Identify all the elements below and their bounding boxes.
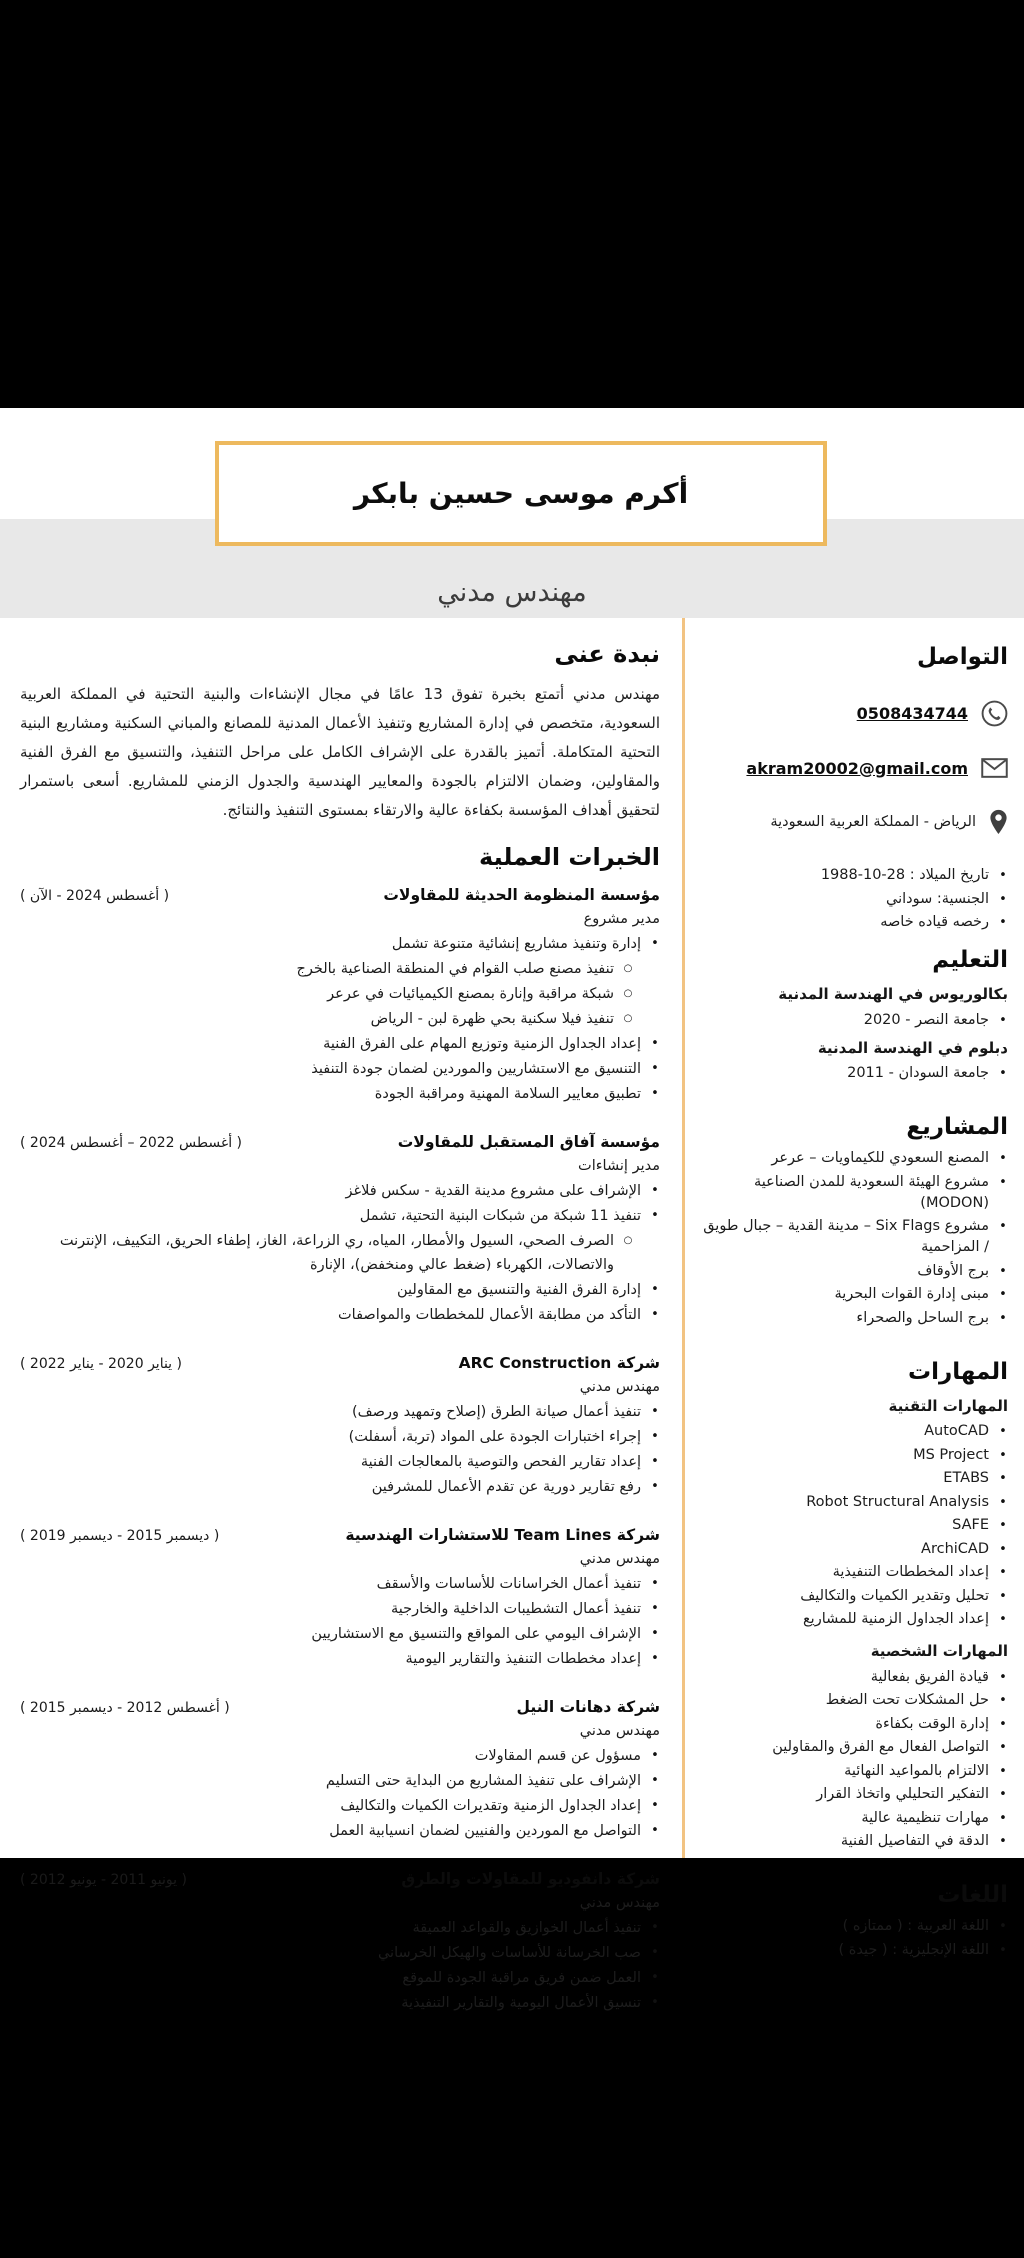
job-role: مهندس مدني: [579, 1379, 660, 1395]
bullet-icon: •: [999, 1494, 1007, 1510]
bullet-icon: •: [999, 1263, 1007, 1279]
bullet-icon: •: [999, 1716, 1007, 1732]
list-item-text: ArchiCAD: [921, 1540, 989, 1557]
list-item-text: المصنع السعودي للكيماويات – عرعر: [771, 1150, 989, 1166]
bullet-icon: •: [999, 1740, 1007, 1755]
list-item-text: حل المشكلات تحت الضغط: [825, 1692, 989, 1708]
job-header: [20, 883, 660, 907]
bullet-icon: •: [999, 1287, 1007, 1302]
list-item: [703, 1468, 1008, 1489]
bullet-icon: •: [651, 1036, 659, 1051]
bullet-icon: •: [651, 1773, 659, 1788]
list-item-text: اللغة العربية : ( ممتازه ): [842, 1918, 989, 1934]
experience-entry: [20, 1523, 660, 1671]
list-item-text: الجنسية: سوداني: [885, 890, 989, 907]
bullet-icon: •: [999, 891, 1007, 907]
company-name: مؤسسة آفاق المستقبل للمقاولات: [397, 1133, 660, 1151]
duty-text: تنفيذ أعمال الخراسانات للأساسات والأسقف: [376, 1576, 641, 1592]
main-column: [0, 618, 682, 2011]
job-duties: [20, 1916, 660, 2015]
email-row: [703, 757, 1008, 779]
sidebar: [682, 618, 1024, 1958]
duty-item: [20, 1966, 660, 1990]
bullet-icon: •: [651, 1601, 659, 1616]
job-duties: [20, 1744, 660, 1843]
duty-item: [20, 1278, 660, 1302]
bullet-icon: •: [651, 1920, 659, 1935]
technical-skills-heading: المهارات التقنية: [888, 1396, 1008, 1415]
duty-text: تنفيذ 11 شبكة من شبكات البنية التحتية، تشمل: [359, 1208, 641, 1224]
list-item-text: SAFE: [952, 1517, 989, 1533]
duty-text: العمل ضمن فريق مراقبة الجودة للموقع: [402, 1970, 641, 1986]
duty-text: التواصل مع الموردين والفنيين لضمان انسيابية العمل: [329, 1823, 641, 1839]
bullet-icon: •: [999, 1151, 1007, 1166]
list-item-text: اللغة الإنجليزية : ( جيدة ): [838, 1941, 989, 1958]
bullet-icon: •: [651, 1626, 659, 1641]
school-row: [703, 1010, 1008, 1031]
duty-item: [20, 1007, 660, 1031]
list-item-text: برج الساحل والصحراء: [856, 1309, 989, 1326]
experience-entry: [20, 1351, 660, 1499]
date-range: ( يناير 2020 - يناير 2022 ): [20, 1356, 182, 1372]
list-item: [703, 1667, 1008, 1688]
list-item: [703, 1916, 1008, 1937]
email-link[interactable]: akram20002@gmail.com: [746, 758, 968, 778]
job-header: [20, 1523, 660, 1547]
duty-text: مسؤول عن قسم المقاولات: [474, 1748, 641, 1764]
job-role: مدير إنشاءات: [578, 1158, 660, 1174]
duty-item: [20, 1082, 660, 1106]
skills-heading: المهارات: [908, 1358, 1008, 1385]
degree-title: بكالوريوس في الهندسة المدنية: [778, 985, 1008, 1003]
list-item-text: الالتزام بالمواعيد النهائية: [844, 1762, 989, 1779]
job-duties: [20, 1572, 660, 1671]
duty-text: إعداد تقارير الفحص والتوصية بالمعالجات الفنية: [360, 1454, 641, 1470]
list-item-text: قيادة الفريق بفعالية: [870, 1668, 989, 1685]
list-item-text: AutoCAD: [924, 1423, 989, 1439]
bullet-icon: •: [999, 1612, 1007, 1627]
date-range: ( ديسمبر 2015 - ديسمبر 2019 ): [20, 1528, 220, 1544]
duty-item: [20, 1450, 660, 1474]
school-name: جامعة السودان - 2011: [847, 1065, 989, 1081]
date-range: ( أغسطس 2012 - ديسمبر 2015 ): [20, 1700, 230, 1716]
list-item: [703, 1284, 1008, 1305]
bullet-icon: •: [651, 1970, 659, 1985]
job-duties: [20, 1400, 660, 1499]
duty-text: الصرف الصحي، السيول والأمطار، المياه، ري الزراعة، الغاز، إطفاء الحريق، التكييف، الإنترنت والاتصالات، الكهرباء (ضغط عالي ومنخفض)، الإنارة: [59, 1233, 614, 1273]
contact-heading: التواصل: [917, 644, 1008, 670]
languages-heading: اللغات: [937, 1882, 1008, 1908]
duty-item: [20, 1229, 660, 1277]
list-item-text: إدارة الوقت بكفاءة: [875, 1715, 989, 1732]
bullet-icon: ○: [623, 1235, 633, 1246]
location-text: الرياض - المملكة العربية السعودية: [770, 814, 976, 830]
experience-entry: [20, 1695, 660, 1843]
bullet-icon: ○: [623, 1013, 633, 1024]
list-item: [703, 1761, 1008, 1782]
duty-item: [20, 1744, 660, 1768]
list-item-text: التواصل الفعال مع الفرق والمقاولين: [772, 1739, 989, 1755]
experience-entry: [20, 1867, 660, 2015]
job-header: [20, 1351, 660, 1375]
bullet-icon: •: [651, 1798, 659, 1813]
list-item: [703, 1808, 1008, 1829]
duty-item: [20, 957, 660, 981]
bullet-icon: •: [651, 1945, 659, 1960]
date-range: ( يونيو 2011 - يونيو 2012 ): [20, 1872, 187, 1888]
list-item: [703, 1261, 1008, 1282]
list-item: [703, 1562, 1008, 1583]
bullet-icon: •: [999, 1541, 1007, 1557]
duty-item: [20, 1941, 660, 1965]
map-pin-icon: [989, 809, 1008, 835]
duty-text: إجراء اختبارات الجودة على المواد (تربة، أسفلت): [348, 1429, 641, 1445]
bullet-icon: •: [999, 1669, 1007, 1685]
duty-text: صب الخرسانة للأساسات والهيكل الخرساني: [377, 1945, 641, 1961]
bullet-icon: •: [999, 1518, 1007, 1533]
duty-item: [20, 1179, 660, 1203]
duty-item: [20, 1622, 660, 1646]
duty-item: [20, 1597, 660, 1621]
contact-details-list: [703, 865, 1008, 933]
about-heading: نبدة عنى: [554, 640, 660, 668]
duty-text: تنسيق الأعمال اليومية والتقارير التنفيذية: [401, 1995, 641, 2011]
duty-text: إعداد الجداول الزمنية وتوزيع المهام على الفرق الفنية: [323, 1036, 641, 1052]
list-item-text: مهارات تنظيمية عالية: [861, 1809, 989, 1826]
bullet-icon: •: [999, 1471, 1007, 1486]
list-item: [703, 1609, 1008, 1630]
bullet-icon: •: [651, 1479, 659, 1494]
education-list: [703, 981, 1008, 1084]
bullet-icon: •: [651, 1208, 659, 1223]
bullet-icon: •: [999, 1174, 1007, 1190]
bullet-icon: •: [999, 1219, 1007, 1234]
list-item-text: الدقة في التفاصيل الفنية: [840, 1833, 989, 1849]
bullet-icon: •: [999, 1588, 1007, 1604]
bullet-icon: ○: [623, 988, 633, 999]
bullet-icon: •: [999, 1565, 1007, 1580]
job-header: [20, 1130, 660, 1154]
technical-skills-list: [703, 1421, 1008, 1630]
personal-skills-list: [703, 1667, 1008, 1853]
duty-text: شبكة مراقبة وإنارة بمصنع الكيميائيات في عرعر: [327, 986, 614, 1002]
content-columns: [0, 618, 1024, 2011]
education-item: [703, 981, 1008, 1031]
list-item-text: تحليل وتقدير الكميات والتكاليف: [800, 1587, 989, 1604]
bullet-icon: •: [999, 915, 1007, 930]
job-role: مهندس مدني: [579, 1723, 660, 1739]
bullet-icon: •: [999, 1693, 1007, 1708]
list-item-text: التفكير التحليلي واتخاذ القرار: [816, 1786, 989, 1802]
bullet-icon: •: [999, 1424, 1007, 1439]
duty-item: [20, 1475, 660, 1499]
bullet-icon: •: [999, 1787, 1007, 1802]
phone-row: [703, 700, 1008, 727]
duty-text: إعداد الجداول الزمنية وتقديرات الكميات والتكاليف: [340, 1798, 641, 1814]
bullet-icon: •: [651, 1086, 659, 1101]
bullet-icon: •: [999, 1012, 1007, 1028]
list-item-text: مبنى إدارة القوات البحرية: [834, 1286, 989, 1302]
bullet-icon: •: [999, 868, 1007, 883]
bullet-icon: •: [999, 1066, 1007, 1081]
resume-sheet: [0, 408, 1024, 2011]
list-item-text: رخصه قياده خاصه: [880, 914, 989, 930]
job-role: مدير مشروع: [583, 911, 660, 927]
job-header: [20, 1867, 660, 1891]
duty-text: إدارة الفرق الفنية والتنسيق مع المقاولين: [396, 1282, 641, 1298]
phone-link[interactable]: 0508434744: [856, 704, 968, 723]
projects-list: [703, 1148, 1008, 1329]
bullet-icon: •: [999, 1834, 1007, 1849]
bullet-icon: •: [651, 936, 659, 951]
bullet-icon: •: [651, 1061, 659, 1076]
duty-item: [20, 1769, 660, 1793]
bullet-icon: •: [999, 1763, 1007, 1779]
duty-text: الإشراف على مشروع مدينة القدية - سكس فلاغز: [345, 1183, 641, 1199]
duty-item: [20, 1204, 660, 1228]
name-box: [215, 441, 827, 546]
duty-item: [20, 1991, 660, 2015]
location-row: [703, 809, 1008, 835]
duty-item: [20, 1303, 660, 1327]
company-name: شركة Team Lines للاستشارات الهندسية: [345, 1526, 660, 1544]
list-item: [703, 1831, 1008, 1852]
list-item: [703, 1216, 1008, 1258]
list-item: [703, 889, 1008, 910]
bullet-icon: •: [999, 1942, 1007, 1958]
list-item: [703, 1690, 1008, 1711]
list-item-text: إعداد الجداول الزمنية للمشاريع: [802, 1611, 989, 1627]
duty-text: رفع تقارير دورية عن تقدم الأعمال للمشرفين: [371, 1479, 641, 1495]
company-name: مؤسسة المنظومة الحديثة للمقاولات: [383, 886, 660, 904]
list-item-text: مشروع الهيئة السعودية للمدن الصناعية (MODON): [753, 1173, 989, 1211]
job-header: [20, 1695, 660, 1719]
job-title: مهندس مدني: [437, 577, 587, 608]
bullet-icon: •: [651, 1454, 659, 1469]
duty-text: تنفيذ أعمال التشطيبات الداخلية والخارجية: [391, 1601, 641, 1617]
bullet-icon: •: [651, 1429, 659, 1444]
bullet-icon: ○: [623, 963, 633, 974]
list-item: [703, 1714, 1008, 1735]
duty-text: الإشراف اليومي على المواقع والتنسيق مع الاستشاريين: [311, 1626, 641, 1642]
bullet-icon: •: [651, 1307, 659, 1322]
duty-item: [20, 1916, 660, 1940]
school-name: جامعة النصر - 2020: [863, 1011, 989, 1028]
duty-item: [20, 1647, 660, 1671]
list-item: [703, 865, 1008, 886]
bullet-icon: •: [651, 1748, 659, 1763]
company-name: شركة دهانات النيل: [516, 1698, 660, 1716]
bullet-icon: •: [999, 1919, 1007, 1934]
duty-item: [20, 982, 660, 1006]
languages-list: [703, 1916, 1008, 1961]
degree-title: دبلوم في الهندسة المدنية: [817, 1038, 1008, 1057]
experience-entry: [20, 1130, 660, 1327]
job-role: مهندس مدني: [579, 1551, 660, 1567]
list-item: [703, 1586, 1008, 1607]
list-item-text: برج الأوقاف: [917, 1262, 989, 1279]
experience-heading: الخبرات العملية: [479, 843, 660, 871]
list-item: [703, 1539, 1008, 1560]
job-role: مهندس مدني: [579, 1895, 660, 1911]
list-item-text: تاريخ الميلاد : 28-10-1988: [820, 867, 989, 883]
duty-text: إعداد مخططات التنفيذ والتقارير اليومية: [405, 1651, 641, 1667]
bullet-icon: •: [999, 1447, 1007, 1463]
duty-item: [20, 1819, 660, 1843]
phone-circle-icon: [981, 700, 1008, 727]
date-range: ( أغسطس 2024 - الآن ): [20, 888, 170, 904]
list-item: [703, 1148, 1008, 1169]
duty-text: تنفيذ فيلا سكنية بحي ظهرة لبن - الرياض: [370, 1011, 614, 1027]
jobs-list: [20, 883, 660, 2015]
bullet-icon: •: [651, 1576, 659, 1591]
duty-item: [20, 1425, 660, 1449]
education-heading: التعليم: [932, 947, 1008, 973]
duty-item: [20, 1572, 660, 1596]
list-item: [703, 1421, 1008, 1442]
date-range: ( أغسطس 2022 – أغسطس 2024 ): [20, 1135, 242, 1151]
personal-skills-heading: المهارات الشخصية: [870, 1642, 1008, 1660]
duty-item: [20, 1032, 660, 1056]
list-item: [703, 1737, 1008, 1758]
bullet-icon: •: [651, 1995, 659, 2010]
duty-text: تطبيق معايير السلامة المهنية ومراقبة الجودة: [374, 1086, 641, 1102]
list-item-text: MS Project: [913, 1446, 989, 1463]
company-name: شركة ARC Construction: [458, 1354, 660, 1372]
bullet-icon: •: [999, 1310, 1007, 1326]
bullet-icon: •: [651, 1823, 659, 1838]
list-item: [703, 1784, 1008, 1805]
experience-entry: [20, 883, 660, 1106]
duty-text: التأكد من مطابقة الأعمال للمخططات والمواصفات: [338, 1307, 641, 1323]
duty-text: الإشراف على تنفيذ المشاريع من البداية حتى التسليم: [325, 1773, 641, 1789]
company-name: شركة دانفوديو للمقاولات والطرق: [401, 1870, 660, 1888]
duty-item: [20, 932, 660, 956]
list-item-text: إعداد المخططات التنفيذية: [832, 1564, 989, 1580]
list-item: [703, 1515, 1008, 1536]
list-item: [703, 1445, 1008, 1466]
list-item-text: Robot Structural Analysis: [806, 1493, 989, 1510]
envelope-icon: [981, 757, 1008, 779]
job-duties: [20, 1179, 660, 1327]
list-item: [703, 912, 1008, 933]
person-name: أكرم موسى حسين بابكر: [353, 477, 689, 510]
duty-text: تنفيذ أعمال الخوازيق والقواعد العميقة: [412, 1920, 641, 1936]
duty-text: تنفيذ مصنع صلب القوام في المنطقة الصناعية بالخرج: [296, 961, 614, 977]
list-item: [703, 1308, 1008, 1329]
bullet-icon: •: [999, 1810, 1007, 1826]
list-item-text: مشروع Six Flags – مدينة القدية – جبال طويق / المزاحمية: [703, 1218, 989, 1255]
duty-item: [20, 1794, 660, 1818]
duty-text: تنفيذ أعمال صيانة الطرق (إصلاح وتمهيد ورصف): [352, 1404, 641, 1420]
school-row: [703, 1063, 1008, 1084]
job-duties: [20, 932, 660, 1106]
education-item: [703, 1035, 1008, 1085]
about-text: مهندس مدني أتمتع بخبرة تفوق 13 عامًا في مجال الإنشاءات والبنية التحتية في المملكة العربية السعودية، متخصص في إدارة المشاريع وتنفيذ الأعمال المدنية للمصانع والمباني السكنية ومشاريع البنية التحتية المتكاملة. أتميز بالقدرة على الإشراف الكامل على مراحل التنفيذ، والتنسيق مع الفرق الفنية والمقاولين، وضمان الالتزام بالجودة والمعايير الهندسية والجدول الزمني للمشاريع. أسعى باستمرار لتحقيق أهداف المؤسسة بكفاءة عالية والارتقاء بمستوى التنفيذ والنتائج.: [20, 685, 660, 819]
bullet-icon: •: [651, 1183, 659, 1198]
duty-text: إدارة وتنفيذ مشاريع إنشائية متنوعة تشمل: [391, 936, 641, 952]
projects-heading: المشاريع: [906, 1114, 1008, 1140]
bullet-icon: •: [651, 1404, 659, 1419]
bullet-icon: •: [651, 1651, 659, 1666]
duty-item: [20, 1400, 660, 1424]
list-item: [703, 1492, 1008, 1513]
list-item-text: ETABS: [943, 1470, 989, 1486]
list-item: [703, 1172, 1008, 1214]
list-item: [703, 1940, 1008, 1961]
bullet-icon: •: [651, 1282, 659, 1297]
duty-text: التنسيق مع الاستشاريين والموردين لضمان جودة التنفيذ: [311, 1061, 641, 1077]
duty-item: [20, 1057, 660, 1081]
